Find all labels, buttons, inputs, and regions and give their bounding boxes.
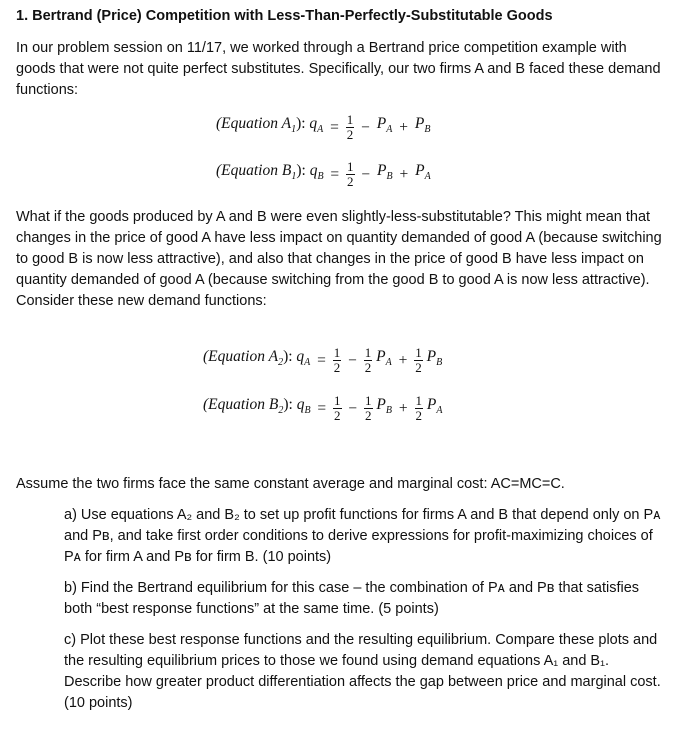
eq-price-sub: B bbox=[436, 357, 443, 369]
eq-price-sub: B bbox=[424, 124, 431, 136]
frac-num: 1 bbox=[415, 345, 422, 360]
eq-plus: + bbox=[399, 118, 408, 136]
eq-lhs-sub: B bbox=[317, 171, 324, 183]
eq-label: (Equation B bbox=[203, 396, 279, 414]
eq-price-sub: B bbox=[385, 405, 392, 417]
problem-title: 1. Bertrand (Price) Competition with Less-Than-Perfectly-Substitutable Goods bbox=[16, 8, 553, 24]
frac-num: 1 bbox=[334, 393, 341, 408]
eq-plus: + bbox=[398, 351, 408, 369]
eq-minus: − bbox=[361, 118, 370, 136]
part-b-question: b) Find the Bertrand equilibrium for this case – the combination of Pᴀ and Pʙ that satisfies both “best response functions” at the same time. (5 points) bbox=[64, 580, 640, 617]
eq-price-sub: A bbox=[385, 357, 392, 369]
eq-equals: = bbox=[317, 351, 326, 369]
frac-den: 2 bbox=[334, 408, 341, 423]
frac-den: 2 bbox=[346, 127, 354, 142]
eq-plus: + bbox=[399, 165, 409, 183]
eq-label-sub: 1 bbox=[291, 124, 297, 136]
eq-label-end: ): bbox=[283, 348, 293, 366]
eq-coefficient-fraction bbox=[414, 346, 423, 375]
eq-constant-fraction bbox=[346, 160, 355, 189]
equation-a2 bbox=[203, 346, 442, 375]
eq-price: P bbox=[376, 396, 386, 414]
eq-minus: − bbox=[348, 399, 358, 417]
frac-den: 2 bbox=[415, 408, 422, 423]
eq-price-sub: B bbox=[386, 171, 393, 183]
eq-price: P bbox=[376, 115, 387, 133]
eq-lhs: q bbox=[296, 348, 305, 366]
eq-minus: − bbox=[361, 165, 371, 183]
eq-coefficient-fraction bbox=[364, 394, 373, 423]
frac-num: 1 bbox=[415, 393, 422, 408]
eq-label: (Equation A bbox=[216, 115, 292, 133]
eq-price-sub: A bbox=[436, 405, 443, 417]
eq-equals: = bbox=[317, 399, 327, 417]
eq-label: (Equation B bbox=[216, 162, 292, 180]
frac-num: 1 bbox=[365, 393, 372, 408]
eq-price: P bbox=[426, 348, 437, 366]
eq-lhs: q bbox=[309, 115, 318, 133]
equation-b2 bbox=[203, 394, 442, 423]
eq-price: P bbox=[415, 162, 425, 180]
part-c-question: c) Plot these best response functions and the resulting equilibrium. Compare these plots and the resulting equilibrium prices to those we found using demand equations A₁ and B₁. Describe how greater product differentiation affects the gap between price and marginal cost. (10 points) bbox=[64, 632, 661, 711]
eq-lhs: q bbox=[309, 162, 318, 180]
eq-equals: = bbox=[330, 165, 340, 183]
eq-price: P bbox=[414, 115, 425, 133]
eq-lhs-sub: B bbox=[304, 405, 311, 417]
eq-label-end: ): bbox=[296, 162, 306, 180]
eq-price-sub: A bbox=[386, 124, 393, 136]
assumption-paragraph: Assume the two firms face the same constant average and marginal cost: AC=MC=C. bbox=[16, 476, 565, 492]
part-a-question: a) Use equations A₂ and B₂ to set up profit functions for firms A and B that depend only on Pᴀ and Pʙ, and take first order conditions to derive expressions for profit-maximizing choices of Pᴀ for firm A and Pʙ for firm B. (10 points) bbox=[64, 507, 661, 565]
frac-num: 1 bbox=[364, 345, 372, 360]
eq-constant-fraction bbox=[333, 394, 342, 423]
eq-plus: + bbox=[398, 399, 408, 417]
frac-num: 1 bbox=[347, 159, 354, 174]
frac-den: 2 bbox=[333, 360, 341, 375]
frac-den: 2 bbox=[347, 174, 354, 189]
frac-den: 2 bbox=[415, 360, 422, 375]
eq-label-sub: 1 bbox=[291, 171, 297, 183]
frac-num: 1 bbox=[346, 112, 354, 127]
eq-coefficient-fraction bbox=[415, 394, 424, 423]
eq-price: P bbox=[426, 396, 437, 414]
frac-den: 2 bbox=[365, 408, 372, 423]
middle-paragraph: What if the goods produced by A and B were even slightly-less-substitutable? This might mean that changes in the price of good A have less impact on quantity demanded of good A (because switching to good B is now less attractive), and also that changes in the price of good B have less impact on quantity demanded of good A (because switching from the good B to good A is now less attractive). Consider these new demand functions: bbox=[16, 209, 662, 309]
equation-b1 bbox=[216, 160, 431, 189]
eq-price: P bbox=[376, 348, 386, 366]
eq-label: (Equation A bbox=[203, 348, 279, 366]
eq-lhs: q bbox=[296, 396, 305, 414]
intro-paragraph: In our problem session on 11/17, we worked through a Bertrand price competition example with goods that were not quite perfect substitutes. Specifically, our two firms A and B faced these demand functions: bbox=[16, 40, 661, 98]
eq-lhs-sub: A bbox=[317, 124, 324, 136]
eq-lhs-sub: A bbox=[304, 357, 311, 369]
eq-label-sub: 2 bbox=[278, 357, 284, 369]
frac-num: 1 bbox=[333, 345, 341, 360]
frac-den: 2 bbox=[364, 360, 372, 375]
eq-label-sub: 2 bbox=[278, 405, 284, 417]
eq-constant-fraction bbox=[346, 113, 355, 142]
eq-label-end: ): bbox=[296, 115, 306, 133]
eq-coefficient-fraction bbox=[364, 346, 373, 375]
equation-a1 bbox=[216, 113, 430, 142]
eq-label-end: ): bbox=[283, 396, 293, 414]
eq-equals: = bbox=[330, 118, 339, 136]
eq-minus: − bbox=[348, 351, 357, 369]
eq-price: P bbox=[377, 162, 387, 180]
eq-price-sub: A bbox=[424, 171, 431, 183]
eq-constant-fraction bbox=[333, 346, 342, 375]
